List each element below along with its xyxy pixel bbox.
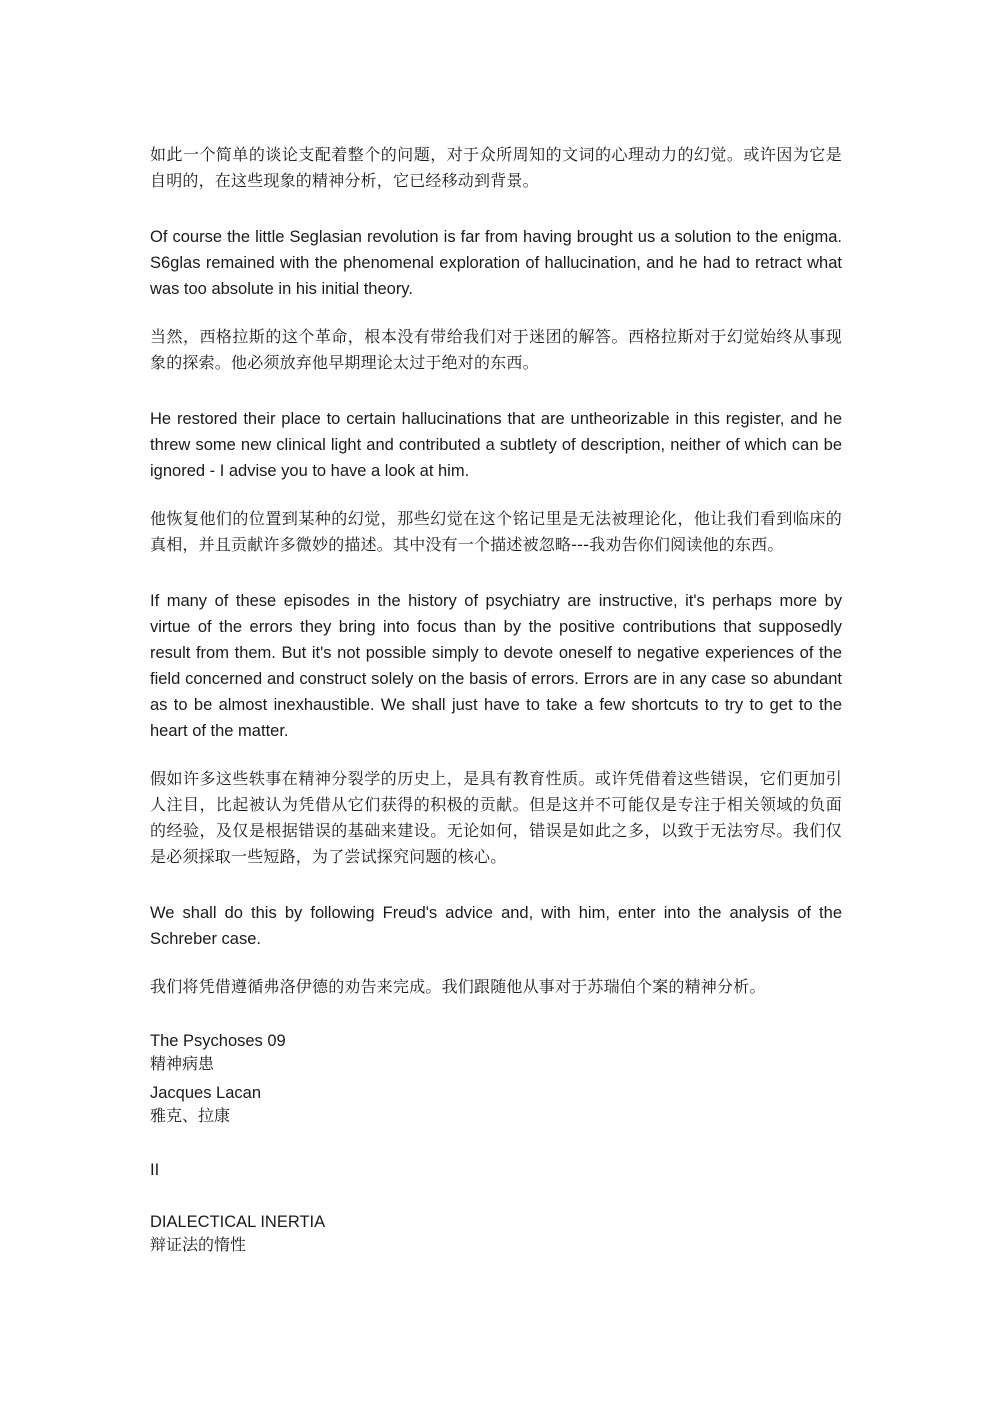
paragraph-zh-4: 假如许多这些轶事在精神分裂学的历史上，是具有教育性质。或许凭借着这些错误，它们更加引人注目，比起被认为凭借从它们获得的积极的贡献。但是这并不可能仅是专注于相关领域的负面的经验，及仅是根据错误的基础来建设。无论如何，错误是如此之多，以致于无法穷尽。我们仅是必须採取一些短路，为了尝试探究问题的核心。 [150, 769, 842, 866]
paragraph-zh-2: 当然，西格拉斯的这个革命，根本没有带给我们对于迷团的解答。西格拉斯对于幻觉始终从事现象的探索。他必须放弃他早期理论太过于绝对的东西。 [150, 327, 842, 372]
author-zh: 雅克、拉康 [150, 1106, 231, 1125]
paragraph-en-5: We shall do this by following Freud's advice and, with him, enter into the analysis of the Schreber case. [150, 904, 842, 948]
paragraph-en-2: Of course the little Seglasian revolution is far from having brought us a solution to the enigma. S6glas remained with the phenomenal exploration of hallucination, and he had to retract what was too absolute in his initial theory. [150, 228, 842, 298]
paragraph-zh-1: 如此一个简单的谈论支配着整个的问题，对于众所周知的文词的心理动力的幻觉。或许因为它是自明的，在这些现象的精神分析，它已经移动到背景。 [150, 145, 842, 190]
paragraph-en-4: If many of these episodes in the history of psychiatry are instructive, it's perhaps more by virtue of the errors they bring into focus than by the positive contributions that supposedly result from them. But it's not possible simply to devote oneself to negative experiences of the field concerned and construct solely on the basis of errors. Errors are in any case so abundant as to be almost inexhaustible. We shall just have to take a few shortcuts to try to get to the heart of the matter. [150, 592, 842, 740]
book-title-en: The Psychoses 09 [150, 1032, 286, 1050]
chapter-title-en: DIALECTICAL INERTIA [150, 1213, 326, 1231]
chapter-number: II [150, 1161, 160, 1179]
paragraph-zh-3: 他恢复他们的位置到某种的幻觉，那些幻觉在这个铭记里是无法被理论化，他让我们看到临床的真相，并且贡献许多微妙的描述。其中没有一个描述被忽略---我劝告你们阅读他的东西。 [150, 509, 842, 554]
book-heading [150, 1029, 842, 1127]
chapter-title-zh: 辩证法的惰性 [150, 1235, 247, 1254]
paragraph-zh-5: 我们将凭借遵循弗洛伊德的劝告来完成。我们跟随他从事对于苏瑞伯个案的精神分析。 [150, 977, 766, 996]
paragraph-en-3: He restored their place to certain hallucinations that are untheorizable in this register, and he threw some new clinical light and contributed a subtlety of description, neither of which can be ignored - I advise you to have a look at him. [150, 410, 842, 480]
book-title-zh: 精神病患 [150, 1054, 215, 1073]
chapter-heading [150, 1210, 842, 1256]
author-en: Jacques Lacan [150, 1084, 261, 1102]
document-page [150, 142, 842, 1256]
